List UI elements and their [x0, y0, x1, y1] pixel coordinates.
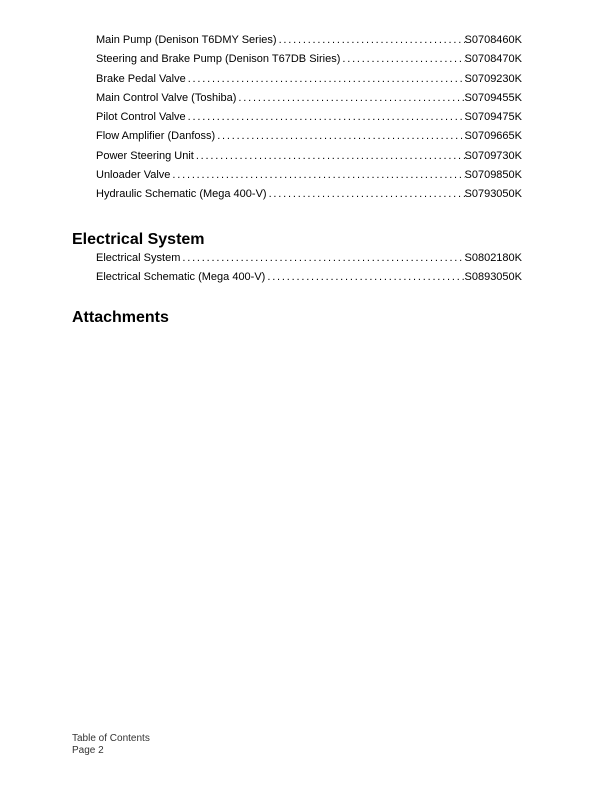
toc-entry-code: S0709730K [464, 149, 522, 162]
toc-entry-code: S0709665K [464, 130, 522, 143]
toc-continued-list [96, 31, 522, 205]
toc-entry-title: Power Steering Unit [96, 149, 194, 162]
toc-entry [96, 70, 522, 89]
toc-entry-title: Brake Pedal Valve [96, 72, 186, 85]
toc-entry [96, 50, 522, 69]
toc-entry-code: S0802180K [464, 252, 522, 264]
toc-entry-code: S0709230K [464, 72, 522, 85]
toc-entry-title: Pilot Control Valve [96, 111, 186, 124]
toc-entry-code: S0793050K [464, 188, 522, 201]
toc-entry-code: S0709475K [464, 111, 522, 124]
toc-entry-title: Main Pump (Denison T6DMY Series) [96, 34, 277, 46]
toc-entry-title: Flow Amplifier (Danfoss) [96, 130, 216, 143]
toc-entry-title: Steering and Brake Pump (Denison T67DB Siries) [96, 53, 341, 66]
page-footer [72, 733, 150, 756]
dot-leader [186, 108, 465, 127]
dot-leader [236, 89, 464, 108]
toc-entry-title: Unloader Valve [96, 169, 171, 182]
toc-entry-code: S0708460K [464, 34, 522, 46]
attachments-heading: Attachments [72, 309, 169, 326]
toc-entry-code: S0709455K [464, 91, 522, 104]
toc-entry-title: Hydraulic Schematic (Mega 400-V) [96, 188, 267, 201]
dot-leader [267, 185, 465, 204]
footer-doc-title: Table of Contents [72, 733, 150, 744]
toc-entry [96, 108, 522, 127]
toc-entry [96, 31, 522, 50]
toc-entry [96, 166, 522, 185]
dot-leader [215, 127, 464, 146]
toc-entry-title: Electrical Schematic (Mega 400-V) [96, 271, 266, 284]
toc-entry [96, 89, 522, 108]
toc-entry [96, 185, 522, 204]
toc-electrical-list [96, 249, 522, 288]
dot-leader [194, 147, 465, 166]
footer-page-number: Page 2 [72, 744, 104, 756]
toc-entry-code: S0709850K [464, 169, 522, 182]
dot-leader [170, 166, 464, 185]
toc-entry-code: S0708470K [464, 53, 522, 66]
toc-entry [96, 147, 522, 166]
electrical-system-heading: Electrical System [72, 231, 205, 248]
toc-entry [96, 268, 522, 287]
toc-entry [96, 249, 522, 268]
dot-leader [186, 70, 465, 89]
toc-entry-title: Electrical System [96, 252, 181, 264]
dot-leader [180, 249, 464, 268]
toc-entry-title: Main Control Valve (Toshiba) [96, 91, 237, 104]
dot-leader [340, 50, 464, 69]
toc-entry-code: S0893050K [464, 271, 522, 284]
dot-leader [265, 268, 464, 287]
dot-leader [277, 31, 465, 50]
toc-entry [96, 127, 522, 146]
